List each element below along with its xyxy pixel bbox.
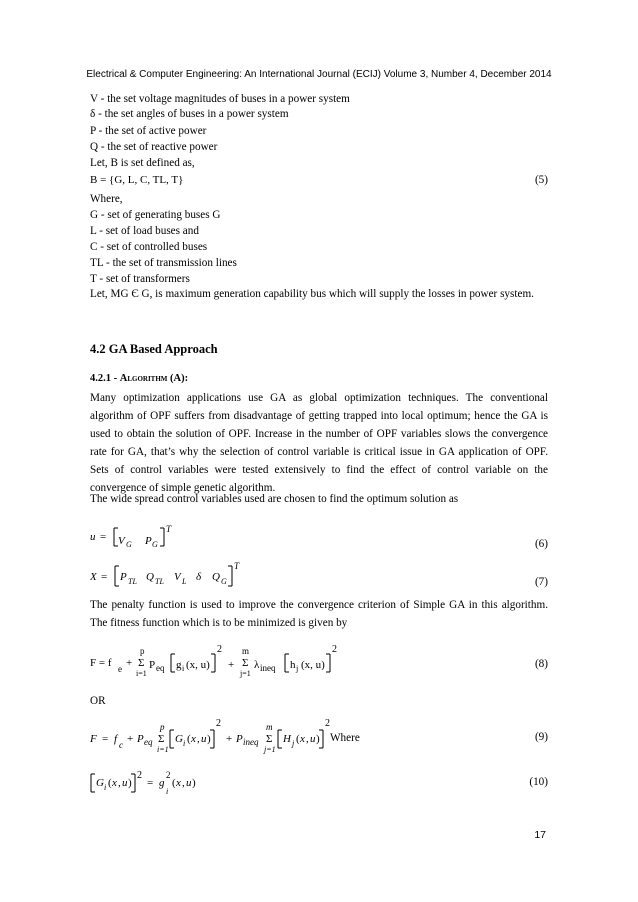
svg-text:TL: TL	[155, 577, 164, 586]
svg-text:Q: Q	[146, 571, 154, 583]
svg-text:i: i	[104, 783, 107, 792]
svg-text:,: ,	[306, 733, 309, 745]
equation-9	[90, 716, 340, 759]
svg-text:λ: λ	[254, 659, 260, 671]
svg-text:x: x	[112, 777, 117, 789]
svg-text:2: 2	[216, 718, 221, 729]
svg-text:x: x	[300, 733, 305, 745]
svg-text:T: T	[234, 561, 240, 571]
equation-6-number: (6)	[534, 538, 548, 550]
svg-text:P: P	[149, 659, 156, 671]
or-label: OR	[90, 695, 106, 707]
subsection-title	[90, 372, 188, 386]
svg-text:(: (	[296, 733, 300, 745]
svg-text:i: i	[166, 787, 169, 796]
svg-text:V: V	[118, 535, 125, 547]
svg-text:(x, u): (x, u)	[301, 659, 325, 671]
svg-text:P: P	[145, 535, 152, 547]
svg-text:): )	[192, 777, 196, 789]
svg-text:H: H	[283, 733, 291, 745]
penalty-paragraph: The penalty function is used to improve the convergence criterion of Simple GA in this algorithm. The fitness function which is to be minimized is given by	[90, 599, 548, 629]
svg-text:Q: Q	[212, 571, 220, 583]
svg-text:L: L	[182, 577, 187, 586]
svg-text:x: x	[176, 777, 181, 789]
svg-text:+: +	[226, 733, 233, 745]
svg-text:j=1: j=1	[240, 669, 251, 678]
equation-8-number: (8)	[534, 658, 548, 670]
svg-text:=: =	[100, 531, 107, 543]
svg-text:2: 2	[166, 770, 171, 780]
section-title: 4.2 GA Based Approach	[90, 342, 218, 356]
svg-text:=: =	[101, 571, 108, 583]
equation-6-graphic	[90, 518, 210, 550]
svg-text:Σ: Σ	[158, 733, 165, 745]
equation-7	[90, 558, 290, 593]
set-c: C - set of controlled buses	[90, 241, 208, 253]
svg-text:G: G	[152, 540, 158, 549]
svg-text:): )	[128, 777, 132, 789]
definition-q: Q - the set of reactive power	[90, 141, 218, 153]
svg-text:(: (	[108, 777, 112, 789]
equation-9-graphic	[90, 716, 340, 756]
svg-text:i=1: i=1	[136, 669, 147, 678]
definition-p: P - the set of active power	[90, 125, 207, 137]
svg-text:j: j	[292, 739, 295, 748]
svg-text:c: c	[119, 740, 123, 750]
svg-text:,: ,	[182, 777, 185, 789]
svg-text:2: 2	[217, 644, 222, 655]
svg-text:2: 2	[137, 770, 142, 781]
svg-text:x: x	[191, 733, 196, 745]
svg-text:V: V	[174, 571, 181, 583]
svg-text:T: T	[166, 524, 172, 534]
svg-text:=: =	[147, 777, 154, 789]
where-label: Where,	[90, 193, 123, 205]
svg-text:+: +	[127, 733, 134, 745]
svg-text:eq: eq	[144, 737, 153, 747]
equation-6	[90, 518, 210, 553]
mg-paragraph: Let, MG Є G, is maximum generation capability bus which will supply the losses in power system.	[90, 288, 534, 300]
svg-text:): )	[207, 733, 211, 745]
svg-text:eq: eq	[156, 663, 165, 673]
svg-text:h: h	[290, 659, 296, 671]
equation-5: B = {G, L, C, TL, T}	[90, 174, 184, 186]
svg-text:j=1: j=1	[264, 745, 276, 754]
svg-text:+: +	[126, 657, 133, 669]
svg-text:X: X	[90, 571, 97, 583]
svg-text:G: G	[126, 540, 132, 549]
svg-text:G: G	[221, 577, 227, 586]
svg-text:G: G	[96, 777, 104, 789]
svg-text:): )	[316, 733, 320, 745]
equation-10	[90, 766, 230, 803]
equation-7-graphic	[90, 558, 290, 590]
subsection-prefix: 4.2.1 -	[90, 373, 120, 384]
svg-text:+: +	[228, 659, 235, 671]
svg-text:m: m	[242, 646, 250, 656]
svg-text:i: i	[182, 664, 185, 673]
svg-text:g: g	[176, 659, 182, 671]
svg-text:m: m	[266, 722, 273, 732]
running-header: Electrical & Computer Engineering: An International Journal (ECIJ) Volume 3, Number 4, December 2014	[86, 69, 552, 80]
svg-text:F: F	[90, 733, 97, 745]
equation-9-where: Where	[330, 732, 360, 744]
svg-text:Σ: Σ	[242, 657, 249, 669]
svg-text:u: u	[186, 777, 192, 789]
svg-text:p: p	[160, 722, 165, 732]
svg-text:P: P	[120, 571, 127, 583]
svg-text:u: u	[201, 733, 207, 745]
equation-10-number: (10)	[529, 776, 548, 788]
svg-text:Σ: Σ	[138, 657, 145, 669]
svg-text:F = f: F = f	[90, 657, 112, 669]
svg-text:(: (	[172, 777, 176, 789]
svg-text:P: P	[236, 733, 243, 745]
svg-text:(x, u): (x, u)	[186, 659, 210, 671]
equation-7-number: (7)	[534, 576, 548, 588]
page-number: 17	[534, 829, 546, 841]
svg-text:j: j	[296, 664, 299, 673]
svg-text:G: G	[175, 733, 183, 745]
definition-b-intro: Let, B is set defined as,	[90, 157, 195, 169]
equation-10-graphic	[90, 766, 230, 800]
svg-text:=: =	[102, 733, 109, 745]
svg-text:P: P	[137, 733, 144, 745]
svg-text:Σ: Σ	[266, 733, 273, 745]
svg-text:u: u	[122, 777, 128, 789]
svg-text:TL: TL	[128, 577, 137, 586]
svg-text:u: u	[90, 531, 96, 543]
svg-text:p: p	[140, 646, 145, 656]
svg-text:u: u	[310, 733, 316, 745]
svg-text:f: f	[114, 733, 118, 745]
svg-text:,: ,	[118, 777, 121, 789]
ga-paragraph: Many optimization applications use GA as global optimization techniques. The conventional algorithm of OPF suffers from disadvantage of getting trapped into local optimum; hence the GA is used to obtain the solution of OPF. Increase in the number of OPF variables slows the convergence rate for GA, that’s why the selection of control variable is critical issue in GA application of OPF. Sets of control variables were tested extensively to find the effect of control variable on the convergence of simple genetic algorithm.	[90, 392, 548, 494]
definition-delta: δ - the set angles of buses in a power system	[90, 108, 289, 120]
equation-8-graphic	[90, 640, 350, 680]
set-l: L - set of load buses and	[90, 225, 199, 237]
svg-text:ineq: ineq	[243, 737, 259, 747]
definition-v: V - the set voltage magnitudes of buses in a power system	[90, 93, 350, 105]
subsection-label: Algorithm	[119, 373, 168, 384]
subsection-suffix: (A):	[167, 373, 189, 384]
svg-text:ineq: ineq	[260, 663, 276, 673]
equation-5-number: (5)	[534, 174, 548, 186]
svg-text:2: 2	[332, 644, 337, 655]
svg-text:i: i	[183, 739, 186, 748]
svg-text:,: ,	[197, 733, 200, 745]
control-variables-paragraph: The wide spread control variables used are chosen to find the optimum solution as	[90, 493, 459, 505]
set-t: T - set of transformers	[90, 273, 190, 285]
svg-text:i=1: i=1	[157, 745, 169, 754]
svg-text:(: (	[187, 733, 191, 745]
equation-8	[90, 640, 350, 683]
svg-text:δ: δ	[196, 571, 202, 583]
set-g: G - set of generating buses G	[90, 209, 221, 221]
svg-text:g: g	[159, 777, 165, 789]
svg-text:e: e	[118, 664, 122, 674]
set-tl: TL - the set of transmission lines	[90, 257, 237, 269]
equation-9-number: (9)	[534, 731, 548, 743]
svg-text:2: 2	[325, 718, 330, 729]
